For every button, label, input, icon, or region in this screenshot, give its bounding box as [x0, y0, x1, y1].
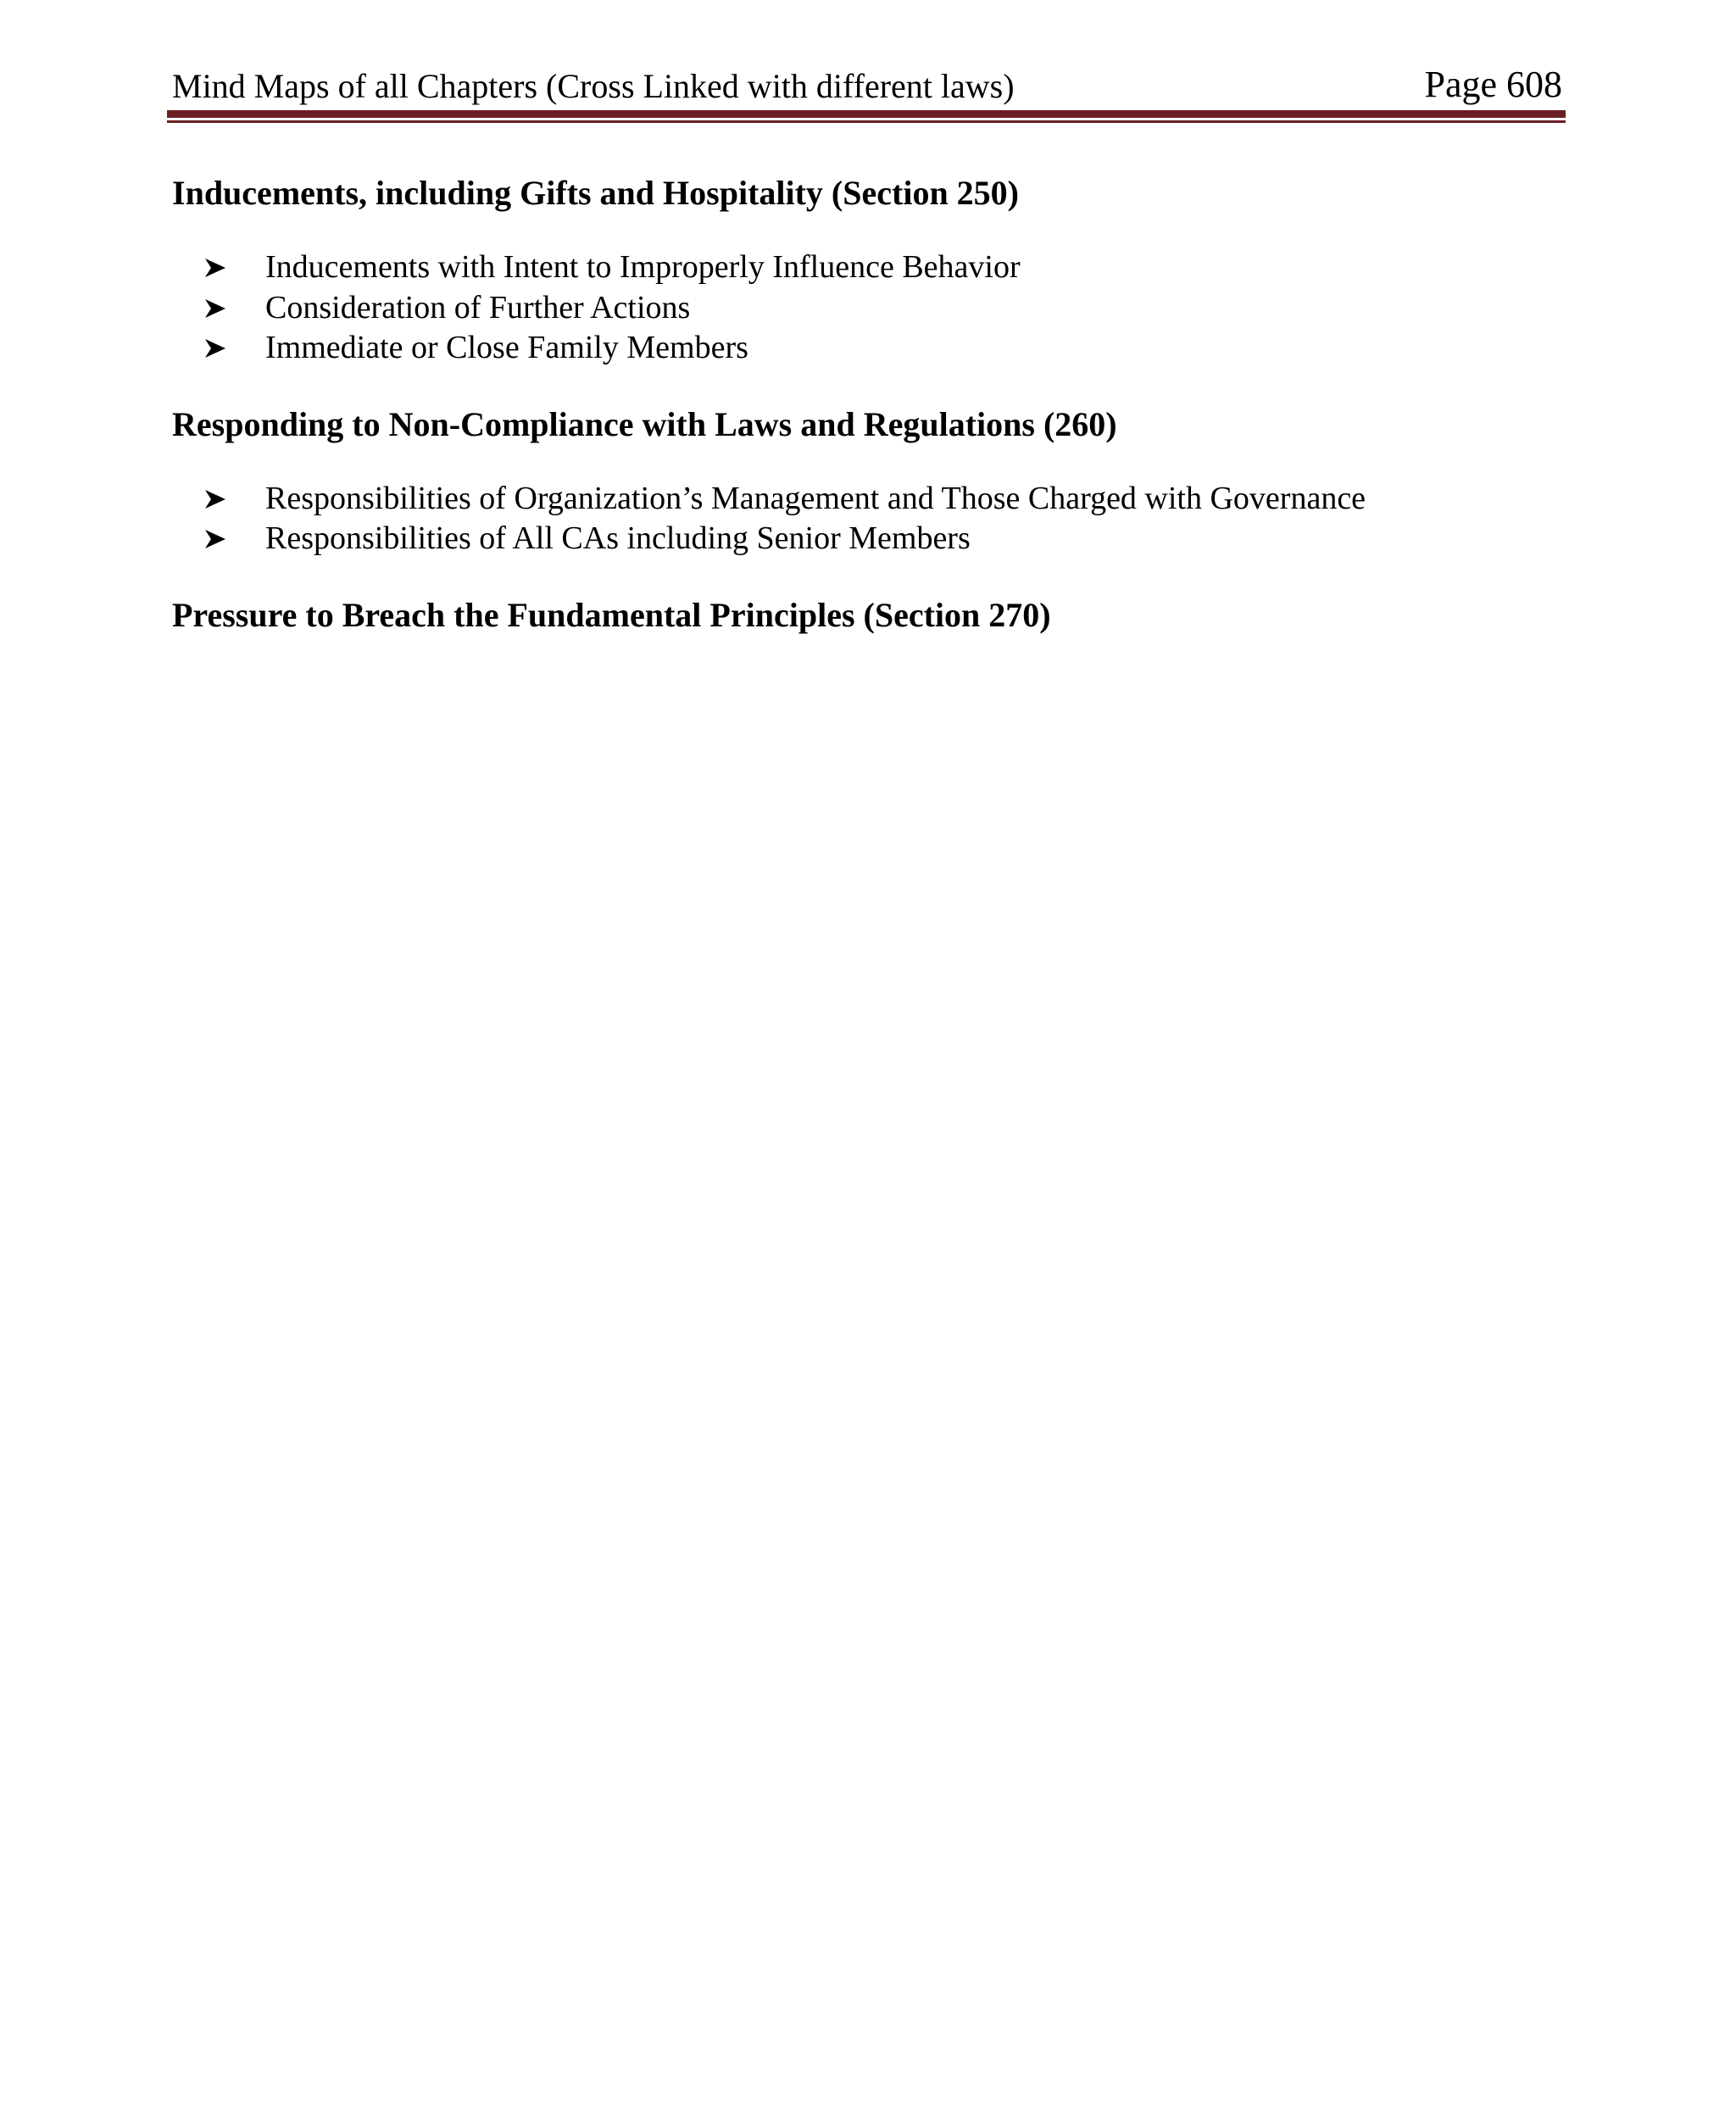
list-item [172, 519, 1562, 559]
list-item-text: Consideration of Further Actions [265, 289, 691, 325]
section-non-compliance [172, 401, 1562, 559]
list-item-text: Responsibilities of Organization’s Management and Those Charged with Governance [265, 480, 1366, 516]
section-inducements [172, 170, 1562, 369]
header-rule-thin [167, 120, 1566, 123]
list-item [172, 328, 1562, 369]
header-rule [167, 110, 1566, 124]
arrowhead-bullet-icon [204, 258, 226, 278]
list-item [172, 248, 1562, 288]
list-item [172, 288, 1562, 329]
list-item-text: Immediate or Close Family Members [265, 330, 748, 365]
section-pressure [172, 592, 1562, 639]
document-body [172, 170, 1562, 639]
header-rule-thick [167, 110, 1566, 118]
arrowhead-bullet-icon [204, 489, 226, 509]
page-number: Page 608 [1424, 64, 1562, 105]
section-heading: Pressure to Breach the Fundamental Principles (Section 270) [172, 595, 1051, 634]
bullet-list [172, 479, 1562, 559]
list-item-text: Responsibilities of All CAs including Senior Members [265, 520, 971, 556]
arrowhead-bullet-icon [204, 298, 226, 319]
page-header [172, 59, 1562, 110]
header-title: Mind Maps of all Chapters (Cross Linked with different laws) [172, 67, 1015, 105]
section-heading: Inducements, including Gifts and Hospitality (Section 250) [172, 174, 1020, 212]
section-heading: Responding to Non-Compliance with Laws and Regulations (260) [172, 404, 1117, 443]
bullet-list [172, 248, 1562, 369]
arrowhead-bullet-icon [204, 529, 226, 549]
arrowhead-bullet-icon [204, 338, 226, 359]
list-item [172, 479, 1562, 520]
list-item-text: Inducements with Intent to Improperly Influence Behavior [265, 249, 1021, 285]
